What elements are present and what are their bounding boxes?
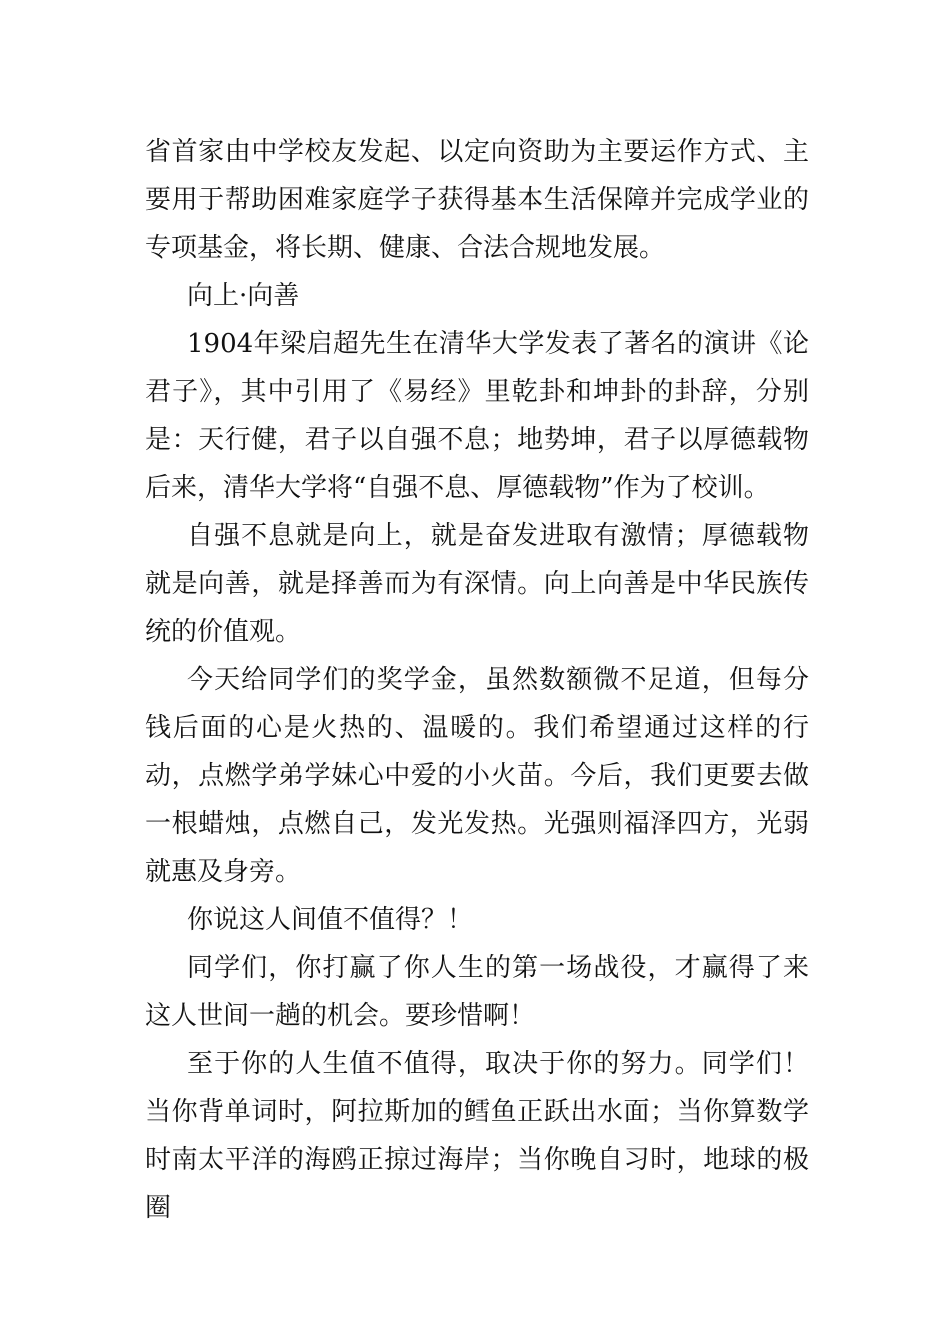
section-heading-worth-it: 你说这人间值不值得？！ xyxy=(187,905,474,935)
paragraph-1: 省首家由中学校友发起、以定向资助为主要运作方式、主要用于帮助困难家庭学子获得基本生活保障并完成学业的专项基金，将长期、健康、合法合规地发展。 xyxy=(145,137,809,263)
paragraph-effort: 至于你的人生值不值得，取决于你的努力。同学们！当你背单词时，阿拉斯加的鳕鱼正跃出水面；当你算数学时南太平洋的海鸥正掠过海岸；当你晚自习时，地球的极圈 xyxy=(145,1049,809,1223)
document-body xyxy=(145,128,809,1232)
paragraph-self-improvement: 自强不息就是向上，就是奋发进取有激情；厚德载物就是向善，就是择善而为有深情。向上向善是中华民族传统的价值观。 xyxy=(145,521,809,647)
paragraph-first-battle: 同学们，你打赢了你人生的第一场战役，才赢得了来这人世间一趟的机会。要珍惜啊！ xyxy=(145,953,809,1031)
paragraph-scholarship: 今天给同学们的奖学金，虽然数额微不足道，但每分钱后面的心是火热的、温暖的。我们希望通过这样的行动，点燃学弟学妹心中爱的小火苗。今后，我们更要去做一根蜡烛，点燃自己，发光发热。光强则福泽四方，光弱就惠及身旁。 xyxy=(145,665,809,887)
paragraph-liang-qichao: 1904年梁启超先生在清华大学发表了著名的演讲《论君子》，其中引用了《易经》里乾卦和坤卦的卦辞，分别是：天行健，君子以自强不息；地势坤，君子以厚德载物后来，清华大学将“自强不息、厚德载物”作为了校训。 xyxy=(145,329,809,503)
section-heading-upward-kindness: 向上·向善 xyxy=(187,281,300,311)
